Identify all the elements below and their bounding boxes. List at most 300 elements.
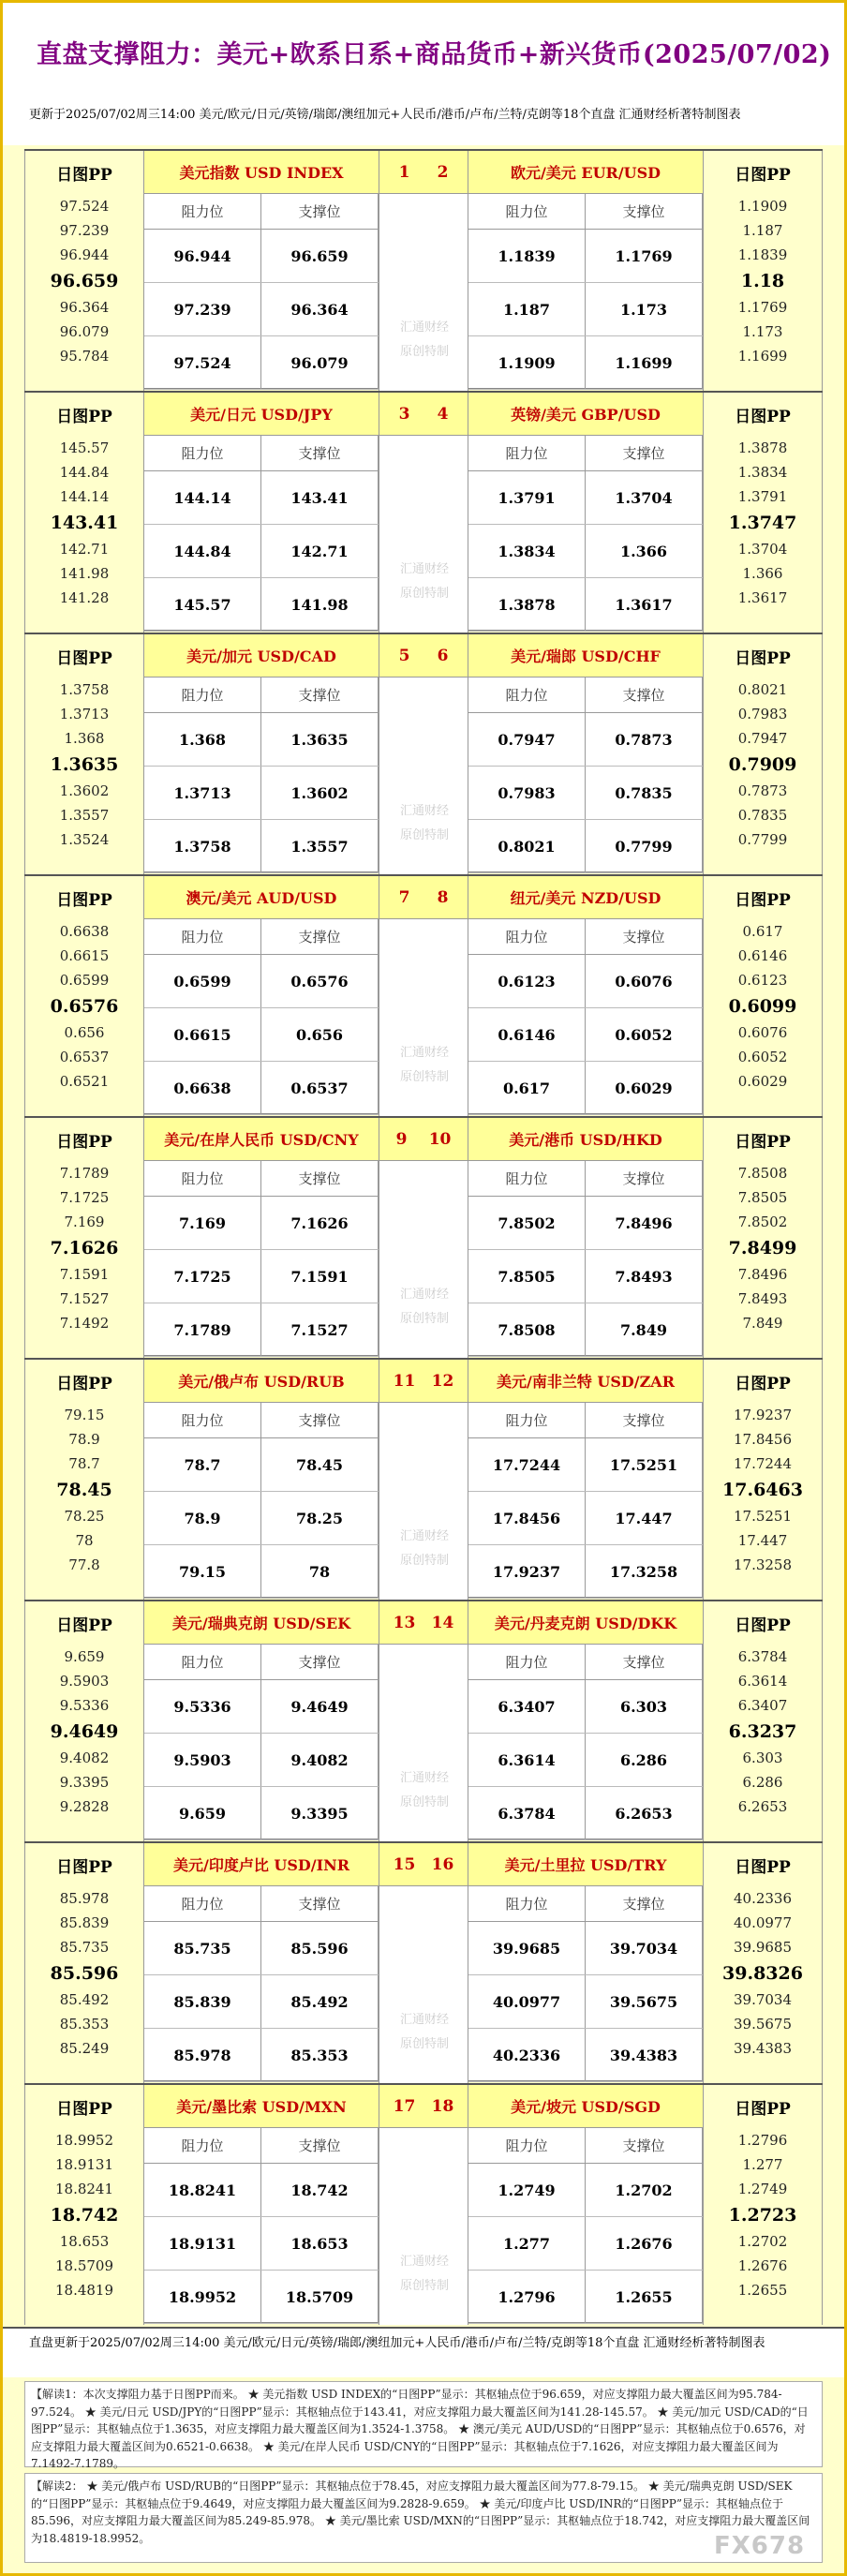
pp-level-value: 78.25 [64, 1508, 105, 1525]
pp-level-value: 1.1699 [737, 348, 788, 365]
support-value: 141.98 [261, 578, 379, 631]
resistance-header: 阻力位 [468, 919, 586, 954]
pp-level-value: 0.7835 [737, 807, 788, 824]
pp-level-value: 0.6123 [737, 972, 788, 989]
pp-level-value: 1.1839 [737, 246, 788, 263]
pp-level-value: 40.2336 [733, 1890, 793, 1907]
pp-level-value: 0.617 [742, 923, 783, 940]
pair-table [144, 1118, 379, 1358]
support-header: 支撑位 [261, 436, 379, 470]
support-value: 0.6537 [261, 1062, 379, 1114]
pp-header: 日图PP [735, 1132, 791, 1152]
level-row [468, 230, 703, 283]
watermark [379, 558, 469, 606]
watermark [379, 1766, 469, 1815]
pair-numbers [379, 151, 468, 194]
watermark [379, 1041, 469, 1090]
pivot-point-value: 6.3237 [728, 1721, 797, 1742]
level-row [144, 820, 379, 873]
watermark [379, 1525, 469, 1573]
level-row [144, 1975, 379, 2029]
column-header-row [468, 1645, 703, 1680]
pp-header: 日图PP [56, 890, 112, 910]
support-value: 0.7799 [586, 820, 703, 872]
pp-level-value: 1.2702 [737, 2233, 788, 2250]
pp-level-value: 1.3704 [737, 541, 788, 558]
pp-level-value: 1.3524 [59, 831, 110, 848]
pair-number-left: 17 [393, 2096, 416, 2116]
pp-level-value: 1.2655 [737, 2282, 788, 2299]
pp-level-value: 1.3713 [59, 706, 110, 722]
pp-column [703, 1360, 823, 1600]
pair-number-column [379, 1843, 468, 2083]
support-value: 96.659 [261, 230, 379, 282]
support-header: 支撑位 [261, 1645, 379, 1679]
pp-level-value: 6.303 [742, 1750, 783, 1766]
watermark-line: 汇通财经 [399, 2255, 449, 2269]
pp-level-value: 0.6146 [737, 947, 788, 964]
resistance-value: 78.9 [144, 1492, 261, 1544]
pp-level-value: 1.368 [64, 730, 105, 747]
resistance-value: 144.84 [144, 525, 261, 577]
pair-name: 美元/日元 USD/JPY [144, 393, 379, 436]
pp-level-value: 6.3614 [737, 1673, 788, 1690]
support-value: 7.1626 [261, 1197, 379, 1249]
pp-level-value: 17.7244 [733, 1455, 793, 1472]
pp-level-value: 0.6638 [59, 923, 110, 940]
pp-level-value: 17.8456 [733, 1431, 793, 1448]
resistance-value: 1.3878 [468, 578, 586, 631]
pair-table [144, 1360, 379, 1600]
level-row [144, 1303, 379, 1357]
support-value: 142.71 [261, 525, 379, 577]
pp-header: 日图PP [735, 2099, 791, 2119]
pp-level-value: 9.4082 [59, 1750, 110, 1766]
pp-level-value: 1.3834 [737, 464, 788, 481]
column-header-row [144, 1161, 379, 1197]
pp-level-value: 0.6599 [59, 972, 110, 989]
pp-level-value: 18.4819 [54, 2282, 114, 2299]
level-row [468, 1492, 703, 1545]
pp-level-value: 18.9131 [54, 2156, 114, 2173]
pair-table [144, 1843, 379, 2083]
level-row [144, 1492, 379, 1545]
pair-number-right: 12 [431, 1371, 454, 1391]
pair-number-left: 7 [398, 887, 410, 907]
pair-numbers [379, 1360, 468, 1403]
pp-level-value: 0.7983 [737, 706, 788, 722]
level-row [468, 767, 703, 820]
resistance-value: 1.1909 [468, 336, 586, 389]
pp-level-value: 1.366 [742, 565, 783, 582]
support-value: 1.3602 [261, 767, 379, 819]
pair-number-right: 18 [431, 2096, 454, 2116]
resistance-value: 97.524 [144, 336, 261, 389]
pair-number-right: 16 [431, 1854, 454, 1874]
support-value: 1.3557 [261, 820, 379, 872]
resistance-value: 17.7244 [468, 1438, 586, 1491]
pair-name: 美元/土里拉 USD/TRY [468, 1843, 703, 1886]
pair-table [144, 634, 379, 874]
resistance-value: 1.1839 [468, 230, 586, 282]
pair-name: 美元/瑞郎 USD/CHF [468, 634, 703, 678]
support-header: 支撑位 [586, 1161, 703, 1196]
resistance-value: 0.617 [468, 1062, 586, 1114]
watermark-line: 汇通财经 [399, 804, 449, 818]
resistance-value: 7.1725 [144, 1250, 261, 1303]
pivot-point-value: 0.6576 [50, 996, 119, 1017]
pair-number-left: 13 [393, 1613, 416, 1632]
pivot-point-value: 96.659 [50, 271, 119, 291]
level-row [144, 1250, 379, 1303]
pair-number-left: 15 [393, 1854, 416, 1874]
pair-numbers [379, 1601, 468, 1645]
pp-level-value: 97.239 [59, 222, 110, 239]
column-header-row [144, 1645, 379, 1680]
level-row [468, 1922, 703, 1975]
resistance-value: 1.3758 [144, 820, 261, 872]
pair-name: 美元/瑞典克朗 USD/SEK [144, 1601, 379, 1645]
pair-table [468, 876, 703, 1116]
level-row [468, 1250, 703, 1303]
pp-level-value: 77.8 [68, 1556, 100, 1573]
level-row [144, 525, 379, 578]
resistance-header: 阻力位 [468, 194, 586, 229]
pp-level-value: 0.6076 [737, 1024, 788, 1041]
resistance-value: 6.3407 [468, 1680, 586, 1733]
column-header-row [468, 436, 703, 471]
pp-level-value: 9.5903 [59, 1673, 110, 1690]
pp-level-value: 1.1769 [737, 299, 788, 316]
pivot-point-value: 7.8499 [728, 1238, 797, 1258]
support-value: 17.3258 [586, 1545, 703, 1598]
pp-level-value: 85.978 [59, 1890, 110, 1907]
pp-header: 日图PP [735, 1857, 791, 1877]
support-value: 0.7873 [586, 713, 703, 766]
pp-level-value: 1.3791 [737, 488, 788, 505]
pair-numbers [379, 1118, 468, 1161]
pp-level-value: 1.187 [742, 222, 783, 239]
watermark [379, 1283, 469, 1332]
pp-level-value: 39.4383 [733, 2040, 793, 2057]
pp-column [703, 2085, 823, 2325]
pp-level-value: 1.3878 [737, 439, 788, 456]
support-value: 1.173 [586, 283, 703, 335]
resistance-header: 阻力位 [144, 1886, 261, 1921]
support-value: 7.1591 [261, 1250, 379, 1303]
resistance-value: 97.239 [144, 283, 261, 335]
column-header-row [144, 1886, 379, 1922]
level-row [144, 1197, 379, 1250]
column-header-row [144, 678, 379, 713]
support-value: 9.3395 [261, 1787, 379, 1839]
level-row [468, 2164, 703, 2217]
pair-table [144, 2085, 379, 2325]
pp-header: 日图PP [56, 1857, 112, 1877]
pp-level-value: 0.656 [64, 1024, 105, 1041]
pp-level-value: 85.353 [59, 2016, 110, 2033]
pair-number-column [379, 1601, 468, 1841]
support-header: 支撑位 [261, 678, 379, 712]
pp-level-value: 97.524 [59, 198, 110, 215]
column-header-row [144, 1403, 379, 1438]
pair-name: 美元/丹麦克朗 USD/DKK [468, 1601, 703, 1645]
support-value: 1.366 [586, 525, 703, 577]
pp-column [703, 1118, 823, 1358]
support-value: 143.41 [261, 471, 379, 524]
resistance-value: 0.7983 [468, 767, 586, 819]
support-value: 78.45 [261, 1438, 379, 1491]
resistance-value: 0.6599 [144, 955, 261, 1007]
pivot-point-value: 7.1626 [50, 1238, 119, 1258]
pair-table [468, 393, 703, 633]
pair-number-column [379, 634, 468, 874]
level-row [468, 283, 703, 336]
watermark [379, 2250, 469, 2299]
resistance-value: 7.8508 [468, 1303, 586, 1356]
support-header: 支撑位 [586, 2128, 703, 2163]
support-value: 85.353 [261, 2029, 379, 2081]
support-value: 1.2655 [586, 2271, 703, 2323]
pair-number-column [379, 876, 468, 1116]
pivot-point-value: 1.3747 [728, 513, 797, 533]
pair-table [468, 1843, 703, 2083]
pp-level-value: 0.6537 [59, 1049, 110, 1065]
watermark-line: 原创特制 [399, 345, 449, 359]
pp-header: 日图PP [735, 1616, 791, 1635]
column-header-row [468, 1161, 703, 1197]
resistance-value: 18.8241 [144, 2164, 261, 2216]
resistance-value: 17.9237 [468, 1545, 586, 1598]
level-row [468, 2029, 703, 2082]
support-value: 39.5675 [586, 1975, 703, 2028]
pp-level-value: 0.6029 [737, 1073, 788, 1090]
pair-name: 美元/南非兰特 USD/ZAR [468, 1360, 703, 1403]
level-row [468, 1680, 703, 1734]
level-row [468, 525, 703, 578]
level-row [144, 1062, 379, 1115]
resistance-value: 1.2796 [468, 2271, 586, 2323]
pp-level-value: 17.447 [737, 1532, 788, 1549]
pair-number-left: 9 [395, 1129, 408, 1149]
pair-name: 纽元/美元 NZD/USD [468, 876, 703, 919]
pair-number-column [379, 2085, 468, 2325]
pp-level-value: 7.1527 [59, 1290, 110, 1307]
watermark-line: 汇通财经 [399, 320, 449, 335]
pp-level-value: 96.364 [59, 299, 110, 316]
support-value: 18.653 [261, 2217, 379, 2270]
pp-level-value: 18.8241 [54, 2181, 114, 2197]
resistance-value: 9.5336 [144, 1680, 261, 1733]
page-title: 直盘支撑阻力：美元+欧系日系+商品货币+新兴货币(2025/07/02) [3, 3, 844, 100]
support-value: 1.2676 [586, 2217, 703, 2270]
pp-header: 日图PP [56, 1132, 112, 1152]
pp-level-value: 1.2676 [737, 2257, 788, 2274]
resistance-header: 阻力位 [144, 678, 261, 712]
pp-level-value: 0.6615 [59, 947, 110, 964]
support-header: 支撑位 [586, 919, 703, 954]
pp-level-value: 1.173 [742, 323, 783, 340]
resistance-value: 0.8021 [468, 820, 586, 872]
pair-number-column [379, 1360, 468, 1600]
resistance-value: 1.3713 [144, 767, 261, 819]
column-header-row [468, 678, 703, 713]
level-row [468, 1787, 703, 1840]
pp-column [703, 393, 823, 633]
support-header: 支撑位 [261, 1403, 379, 1437]
column-header-row [468, 1403, 703, 1438]
resistance-header: 阻力位 [468, 436, 586, 470]
level-row [468, 1197, 703, 1250]
pp-level-value: 18.5709 [54, 2257, 114, 2274]
watermark-line: 原创特制 [399, 1795, 449, 1809]
support-value: 0.6029 [586, 1062, 703, 1114]
pp-level-value: 78 [75, 1532, 94, 1549]
resistance-header: 阻力位 [144, 436, 261, 470]
pivot-point-value: 0.6099 [728, 996, 797, 1017]
pp-level-value: 1.1909 [737, 198, 788, 215]
currency-block [24, 2083, 823, 2323]
pp-header: 日图PP [735, 1374, 791, 1393]
support-value: 1.1699 [586, 336, 703, 389]
resistance-value: 85.839 [144, 1975, 261, 2028]
resistance-value: 6.3614 [468, 1734, 586, 1786]
pp-level-value: 0.7873 [737, 782, 788, 799]
pair-table [468, 1601, 703, 1841]
pair-table [468, 151, 703, 391]
pp-level-value: 144.14 [59, 488, 110, 505]
pp-level-value: 7.8508 [737, 1165, 788, 1182]
resistance-header: 阻力位 [468, 1886, 586, 1921]
pp-level-value: 96.944 [59, 246, 110, 263]
interpretation-note-2: 【解读2： ★ 美元/俄卢布 USD/RUB的“日图PP”显示：其枢轴点位于78.45，对应支撑阻力最大覆盖区间为77.8-79.15。 ★ 美元/瑞典克朗 USD/SEK的“日图PP”显示：其枢轴点位于9.4649，对应支撑阻力最大覆盖区间为9.2828-9.659。 ★ 美元/印度卢比 USD/INR的“日图PP”显示：其枢轴点位于85.596，对应支撑阻力最大覆盖区间为85.249-85.978。 ★ 美元/墨比索 USD/MXN的“日图PP”显示：其枢轴点位于18.742，对应支撑阻力最大覆盖区间为18.4819-18.9952。 [24, 2473, 823, 2563]
support-header: 支撑位 [586, 1403, 703, 1437]
watermark-line: 汇通财经 [399, 1771, 449, 1785]
pp-column [24, 151, 144, 391]
pair-number-right: 4 [437, 404, 449, 424]
level-row [144, 1922, 379, 1975]
support-value: 17.5251 [586, 1438, 703, 1491]
pp-level-value: 79.15 [64, 1407, 105, 1423]
resistance-value: 145.57 [144, 578, 261, 631]
support-header: 支撑位 [586, 1886, 703, 1921]
pp-level-value: 7.1725 [59, 1189, 110, 1206]
pair-number-left: 1 [398, 162, 410, 182]
support-header: 支撑位 [261, 2128, 379, 2163]
support-header: 支撑位 [261, 1886, 379, 1921]
pp-level-value: 18.653 [59, 2233, 110, 2250]
level-row [468, 1734, 703, 1787]
resistance-value: 17.8456 [468, 1492, 586, 1544]
resistance-value: 96.944 [144, 230, 261, 282]
pair-name: 欧元/美元 EUR/USD [468, 151, 703, 194]
pair-number-left: 11 [393, 1371, 416, 1391]
watermark-line: 汇通财经 [399, 2013, 449, 2027]
watermark-line: 原创特制 [399, 1312, 449, 1326]
pp-level-value: 9.5336 [59, 1697, 110, 1714]
resistance-header: 阻力位 [144, 919, 261, 954]
support-value: 85.596 [261, 1922, 379, 1974]
watermark [379, 2008, 469, 2057]
pp-column [703, 1843, 823, 2083]
fx678-logo: FX678 [714, 2532, 806, 2560]
pp-column [24, 876, 144, 1116]
pivot-point-value: 18.742 [50, 2205, 119, 2226]
pp-level-value: 1.3557 [59, 807, 110, 824]
pp-level-value: 7.849 [742, 1315, 783, 1332]
resistance-value: 1.3791 [468, 471, 586, 524]
pp-level-value: 6.3407 [737, 1697, 788, 1714]
level-row [468, 1975, 703, 2029]
pivot-point-value: 9.4649 [50, 1721, 119, 1742]
resistance-header: 阻力位 [468, 678, 586, 712]
support-value: 6.303 [586, 1680, 703, 1733]
resistance-value: 85.978 [144, 2029, 261, 2081]
resistance-header: 阻力位 [144, 1403, 261, 1437]
pp-header: 日图PP [735, 165, 791, 185]
resistance-value: 0.6146 [468, 1008, 586, 1061]
pp-column [24, 1601, 144, 1841]
pp-level-value: 1.277 [742, 2156, 783, 2173]
watermark-line: 原创特制 [399, 1070, 449, 1084]
level-row [144, 336, 379, 390]
pair-table [468, 1118, 703, 1358]
pair-name: 美元指数 USD INDEX [144, 151, 379, 194]
support-header: 支撑位 [261, 1161, 379, 1196]
pp-column [24, 1360, 144, 1600]
pivot-point-value: 17.6463 [722, 1480, 803, 1500]
pp-level-value: 0.7947 [737, 730, 788, 747]
pp-header: 日图PP [735, 407, 791, 426]
resistance-header: 阻力位 [468, 1645, 586, 1679]
currency-block [24, 1841, 823, 2081]
support-value: 9.4649 [261, 1680, 379, 1733]
pp-level-value: 7.169 [64, 1214, 105, 1230]
pp-level-value: 7.8493 [737, 1290, 788, 1307]
level-row [144, 283, 379, 336]
currency-block [24, 1600, 823, 1839]
level-row [144, 471, 379, 525]
resistance-value: 0.6615 [144, 1008, 261, 1061]
pp-column [703, 876, 823, 1116]
pair-name: 美元/在岸人民币 USD/CNY [144, 1118, 379, 1161]
column-header-row [144, 194, 379, 230]
level-row [144, 1734, 379, 1787]
resistance-value: 79.15 [144, 1545, 261, 1598]
support-value: 1.3617 [586, 578, 703, 631]
resistance-value: 0.6638 [144, 1062, 261, 1114]
pp-header: 日图PP [56, 1616, 112, 1635]
pair-name: 美元/俄卢布 USD/RUB [144, 1360, 379, 1403]
resistance-value: 0.7947 [468, 713, 586, 766]
support-value: 7.8496 [586, 1197, 703, 1249]
pair-number-column [379, 151, 468, 391]
currency-block [24, 1116, 823, 1356]
pp-level-value: 1.2749 [737, 2181, 788, 2197]
level-row [468, 2217, 703, 2271]
pp-level-value: 85.839 [59, 1914, 110, 1931]
level-row [144, 713, 379, 767]
pivot-point-value: 39.8326 [722, 1963, 803, 1984]
pair-name: 美元/坡元 USD/SGD [468, 2085, 703, 2128]
pivot-point-value: 85.596 [50, 1963, 119, 1984]
resistance-value: 0.6123 [468, 955, 586, 1007]
level-row [144, 578, 379, 632]
pp-level-value: 39.7034 [733, 1991, 793, 2008]
pp-level-value: 141.98 [59, 565, 110, 582]
pivot-point-value: 143.41 [50, 513, 119, 533]
pair-name: 美元/印度卢比 USD/INR [144, 1843, 379, 1886]
